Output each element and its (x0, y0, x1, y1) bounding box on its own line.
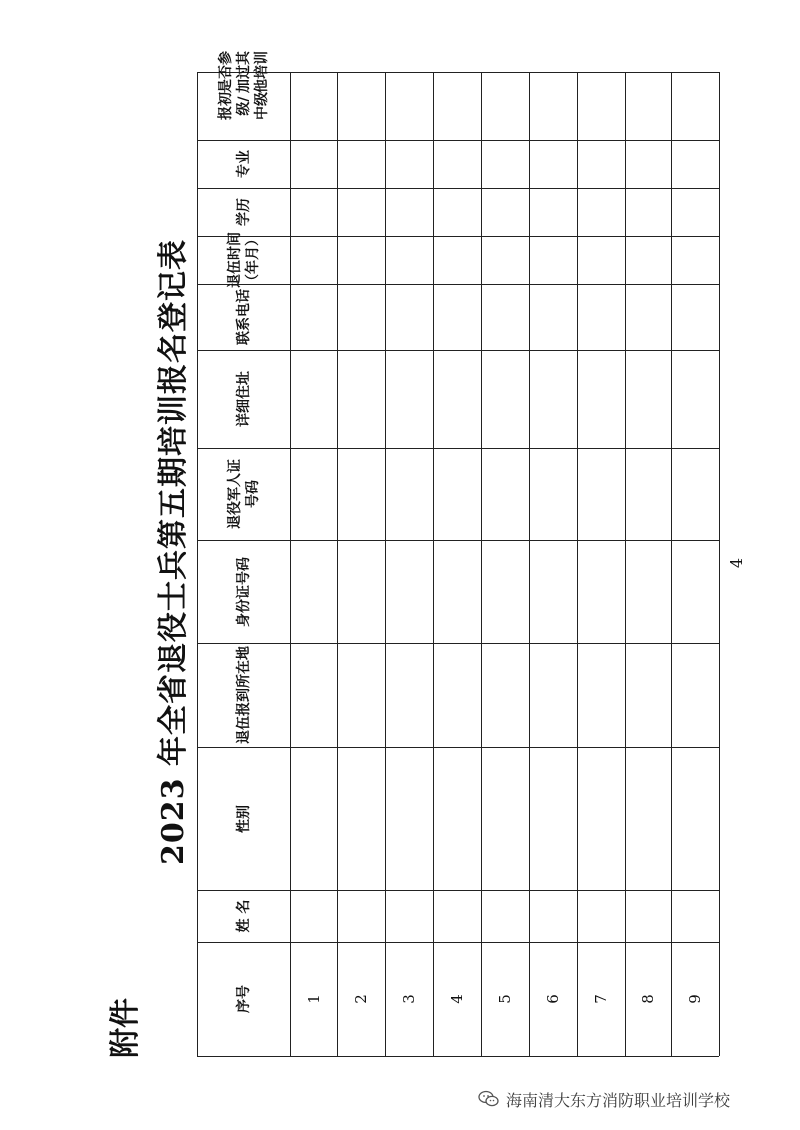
table-column-line (385, 72, 386, 1056)
row-number: 8 (639, 994, 657, 1004)
row-number: 2 (352, 994, 370, 1004)
row-number: 9 (686, 994, 704, 1004)
header-address: 详细住址 (235, 371, 252, 427)
header-major: 专业 (235, 150, 252, 178)
table-column-line (529, 72, 530, 1056)
header-name: 姓 名 (235, 899, 252, 933)
row-number: 5 (496, 994, 514, 1004)
row-number: 7 (592, 994, 610, 1004)
row-number: 1 (304, 994, 323, 1004)
table-row-line (197, 284, 719, 285)
row-number: 3 (400, 994, 418, 1004)
header-other-training: 是否参 加过其 他培训 (217, 51, 270, 93)
header-phone: 联系电话 (235, 289, 252, 345)
header-discharge-date: 退伍时间 （年月） (226, 232, 261, 288)
table-column-line (625, 72, 626, 1056)
table-column-line (481, 72, 482, 1056)
header-education: 学历 (235, 198, 252, 226)
table-row-line (197, 140, 719, 141)
header-level: 报初 级/ 中级 (217, 92, 270, 120)
table-row-line (197, 942, 719, 943)
document-title: 2023 年全省退役士兵第五期培训报名登记表 (156, 239, 191, 865)
watermark-text: 海南清大东方消防职业培训学校 (506, 1090, 731, 1110)
header-report-location: 退伍报到所在地 (235, 646, 252, 744)
header-index: 序号 (235, 985, 252, 1013)
header-id-number: 身份证号码 (235, 556, 252, 627)
table-row-line (197, 448, 719, 449)
table-row-line (197, 72, 719, 73)
table-row-line (197, 890, 719, 891)
table-row-line (197, 643, 719, 644)
registration-table (197, 51, 719, 1056)
table-row-line (197, 1056, 719, 1057)
table-row-line (197, 747, 719, 748)
row-number: 4 (448, 994, 466, 1004)
table-column-line (577, 72, 578, 1056)
table-column-line (290, 72, 291, 1056)
header-gender: 性别 (235, 804, 252, 833)
table-column-line (719, 72, 720, 1056)
table-row-line (197, 350, 719, 351)
page-number: 4 (727, 557, 746, 569)
wechat-icon (478, 1090, 500, 1108)
row-number: 6 (544, 994, 562, 1004)
table-column-line (337, 72, 338, 1056)
table-column-line (433, 72, 434, 1056)
table-row-line (197, 236, 719, 237)
table-column-line (671, 72, 672, 1056)
watermark (478, 1086, 788, 1112)
header-veteran-card-number: 退役军人证 号码 (226, 459, 261, 529)
table-row-line (197, 188, 719, 189)
table-column-line (197, 72, 198, 1056)
attachment-label: 附件 (108, 998, 143, 1058)
table-row-line (197, 540, 719, 541)
